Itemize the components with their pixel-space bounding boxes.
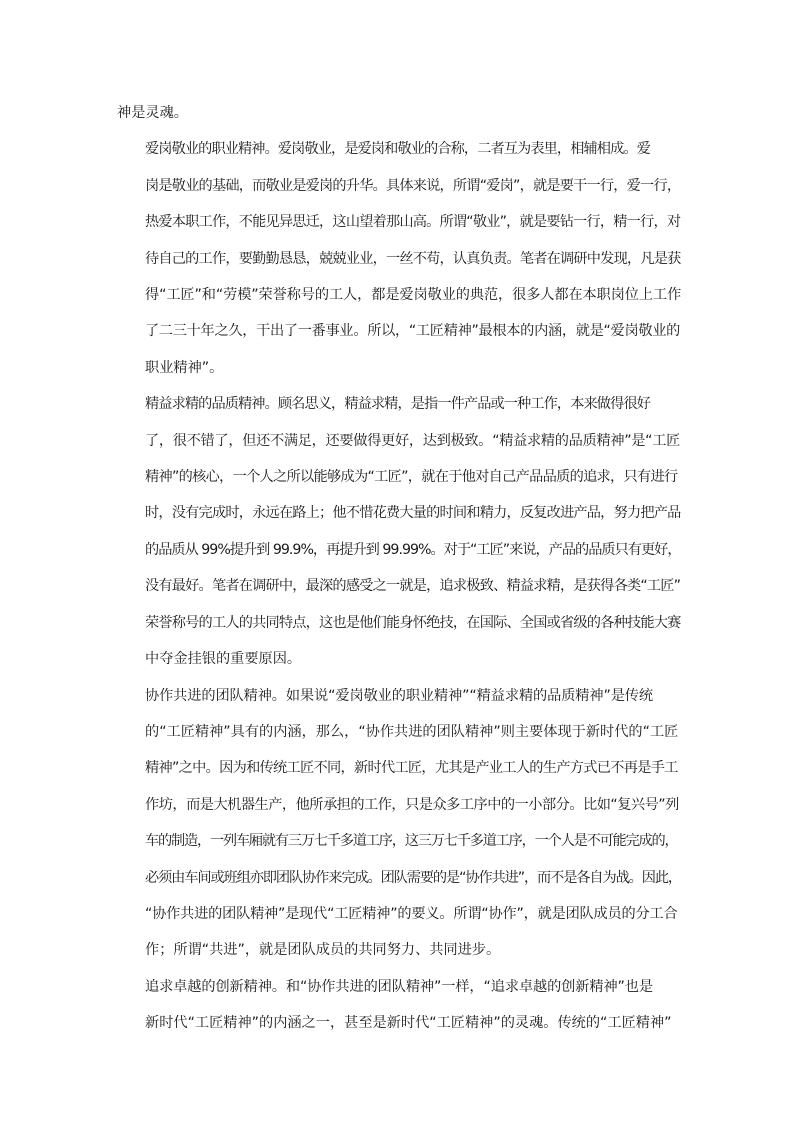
text-line: 了，很不错了，但还不满足，还要做得更好，达到极致。“精益求精的品质精神”是“工匠 bbox=[145, 432, 680, 449]
text-line: 新时代“工匠精神”的内涵之一，甚至是新时代“工匠精神”的灵魂。传统的“工匠精神” bbox=[145, 1015, 672, 1032]
text-line: 热爱本职工作，不能见异思迁，这山望着那山高。所谓“敬业”，就是要钻一行，精一行，对 bbox=[145, 214, 681, 231]
paragraph bbox=[117, 95, 681, 131]
text-line: 中夺金挂银的重要原因。 bbox=[145, 651, 302, 668]
text-line: 的“工匠精神”具有的内涵，那么，“协作共进的团队精神”则主要体现于新时代的“工匠 bbox=[145, 723, 679, 740]
text-line: 必须由车间或班组亦即团队协作来完成。团队需要的是“协作共进”，而不是各自为战。因此， bbox=[145, 869, 681, 886]
text-line: 岗是敬业的基础，而敬业是爱岗的升华。具体来说，所谓“爱岗”，就是要干一行，爱一行， bbox=[145, 177, 681, 194]
text-line: 没有最好。笔者在调研中，最深的感受之一就是，追求极致、精益求精，是获得各类“工匠” bbox=[145, 578, 681, 595]
text-line: 荣誉称号的工人的共同特点，这也是他们能身怀绝技，在国际、全国或省级的各种技能大赛 bbox=[145, 614, 681, 631]
text-line: 的品质从 99%提升到 99.9%，再提升到 99.99%。对于“工匠”来说，产品的品质只有更好， bbox=[145, 541, 681, 558]
text-line: 精神”的核心，一个人之所以能够成为“工匠”，就在于他对自己产品品质的追求，只有进行 bbox=[145, 469, 678, 486]
paragraph bbox=[117, 131, 681, 386]
text-line: 爱岗敬业的职业精神。爱岗敬业，是爱岗和敬业的合称，二者互为表里，相辅相成。爱 bbox=[145, 141, 650, 158]
text-line: 车的制造，一列车厢就有三万七千多道工序，这三万七千多道工序，一个人是不可能完成的， bbox=[145, 833, 678, 850]
paragraph bbox=[117, 678, 681, 969]
text-line: 作；所谓“共进”，就是团队成员的共同努力、共同进步。 bbox=[145, 942, 501, 959]
text-line: 追求卓越的创新精神。和“协作共进的团队精神”一样，“追求卓越的创新精神”也是 bbox=[145, 978, 653, 995]
document-body bbox=[117, 95, 681, 1042]
text-line: 作坊，而是大机器生产，他所承担的工作，只是众多工序中的一小部分。比如“复兴号”列 bbox=[145, 796, 679, 813]
text-line: 精神”之中。因为和传统工匠不同，新时代工匠，尤其是产业工人的生产方式已不再是手工 bbox=[145, 760, 678, 777]
text-line: 待自己的工作，要勤勤恳恳，兢兢业业，一丝不苟，认真负责。笔者在调研中发现，凡是获 bbox=[145, 250, 681, 267]
paragraph bbox=[117, 969, 681, 1042]
text-line: 神是灵魂。 bbox=[117, 105, 188, 121]
paragraph bbox=[117, 386, 681, 677]
text-line: 职业精神”。 bbox=[145, 359, 224, 376]
text-line: 时，没有完成时，永远在路上；他不惜花费大量的时间和精力，反复改进产品，努力把产品 bbox=[145, 505, 681, 522]
text-line: 协作共进的团队精神。如果说“爱岗敬业的职业精神”“精益求精的品质精神”是传统 bbox=[145, 687, 653, 704]
text-line: 了二三十年之久，干出了一番事业。所以，“工匠精神”最根本的内涵，就是“爱岗敬业的 bbox=[145, 323, 680, 340]
text-line: 得“工匠”和“劳模”荣誉称号的工人，都是爱岗敬业的典范，很多人都在本职岗位上工作 bbox=[145, 287, 681, 304]
text-line: 精益求精的品质精神。顾名思义，精益求精，是指一件产品或一种工作，本来做得很好 bbox=[145, 396, 650, 413]
text-line: “协作共进的团队精神”是现代“工匠精神”的要义。所谓“协作”，就是团队成员的分工合 bbox=[145, 905, 678, 922]
